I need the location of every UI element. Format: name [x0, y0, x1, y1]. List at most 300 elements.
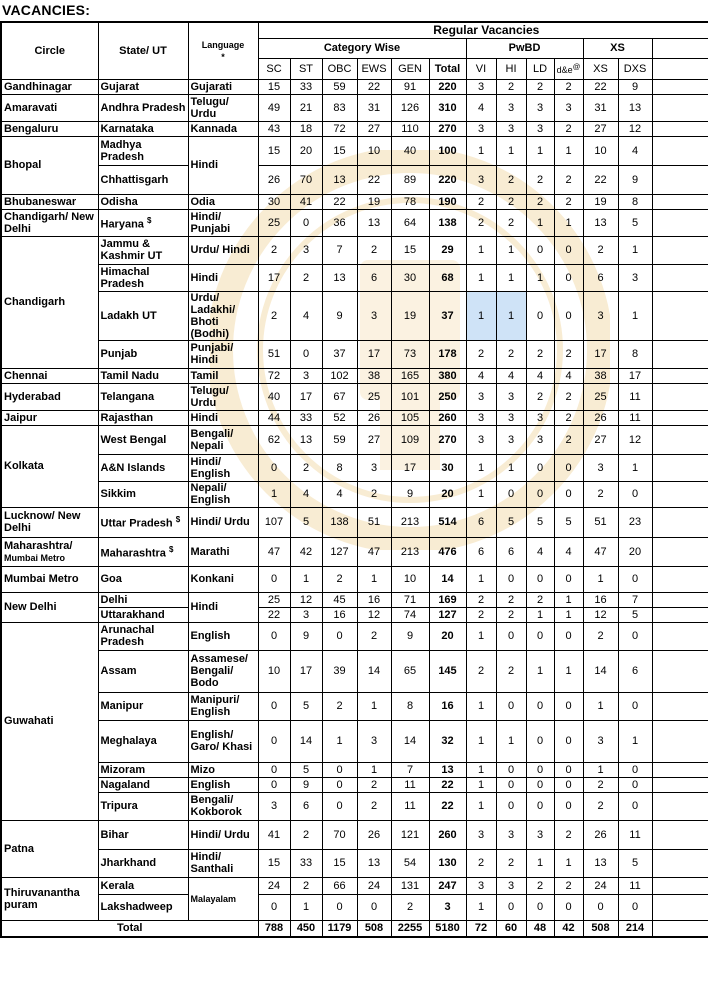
- language-cell: English/ Garo/ Khasi: [188, 720, 258, 762]
- value-cell-st: 5: [290, 507, 322, 537]
- value-cell-ews: 26: [357, 820, 391, 849]
- state-cell: [98, 264, 188, 291]
- value-cell-vi: 2: [466, 209, 496, 236]
- circle-cell: Hyderabad: [1, 383, 98, 410]
- state-name: Jammu & Kashmir UT: [100, 238, 163, 262]
- table-row: [1, 136, 708, 165]
- value-cell-obc: 37: [322, 340, 357, 368]
- state-cell: [98, 368, 188, 383]
- value-cell-ews: 2: [357, 792, 391, 820]
- state-cell: [98, 777, 188, 792]
- value-cell-ews: 47: [357, 537, 391, 566]
- value-cell-ld: 4: [526, 368, 554, 383]
- value-cell-dxs: 1: [618, 291, 652, 340]
- total-value: 42: [554, 920, 583, 937]
- value-cell-st: 33: [290, 410, 322, 425]
- header-language-text: Language: [201, 39, 245, 50]
- col-blank: [652, 58, 708, 79]
- value-cell-xs: 27: [583, 121, 618, 136]
- value-cell-vi: 1: [466, 136, 496, 165]
- value-cell-dxs: 12: [618, 121, 652, 136]
- value-cell-total: 514: [429, 507, 466, 537]
- table-row: [1, 537, 708, 566]
- value-cell-ld: 5: [526, 507, 554, 537]
- blank-cell: [652, 368, 708, 383]
- col-xs: XS: [583, 58, 618, 79]
- blank-cell: [652, 79, 708, 94]
- value-cell-sc: 2: [258, 236, 290, 264]
- value-cell-ews: 26: [357, 410, 391, 425]
- value-cell-ld: 2: [526, 79, 554, 94]
- value-cell-st: 20: [290, 136, 322, 165]
- value-cell-hi: 1: [496, 264, 526, 291]
- col-obc: OBC: [322, 58, 357, 79]
- value-cell-ld: 2: [526, 194, 554, 209]
- state-name: West Bengal: [100, 433, 167, 446]
- language-cell: Konkani: [188, 566, 258, 592]
- table-row: [1, 94, 708, 121]
- value-cell-total: 260: [429, 410, 466, 425]
- state-name: Himachal Pradesh: [100, 265, 150, 290]
- blank-cell: [652, 121, 708, 136]
- blank-cell: [652, 383, 708, 410]
- value-cell-ews: 2: [357, 777, 391, 792]
- table-row: [1, 454, 708, 481]
- value-cell-dxs: 11: [618, 410, 652, 425]
- blank-cell: [652, 920, 708, 937]
- value-cell-sc: 17: [258, 264, 290, 291]
- value-cell-ews: 38: [357, 368, 391, 383]
- value-cell-hi: 1: [496, 136, 526, 165]
- circle-cell: Patna: [1, 820, 98, 877]
- value-cell-ews: 13: [357, 209, 391, 236]
- value-cell-total: 260: [429, 820, 466, 849]
- value-cell-xs: 2: [583, 236, 618, 264]
- state-cell: [98, 454, 188, 481]
- value-cell-obc: 7: [322, 236, 357, 264]
- value-cell-gen: 7: [391, 762, 429, 777]
- value-cell-d-e: 1: [554, 607, 583, 622]
- table-row: [1, 368, 708, 383]
- value-cell-ld: 0: [526, 566, 554, 592]
- col-st: ST: [290, 58, 322, 79]
- value-cell-ld: 1: [526, 849, 554, 877]
- state-cell: [98, 425, 188, 454]
- language-cell: Hindi: [188, 136, 258, 194]
- value-cell-sc: 0: [258, 454, 290, 481]
- value-cell-vi: 2: [466, 607, 496, 622]
- value-cell-dxs: 0: [618, 566, 652, 592]
- value-cell-d-e: 4: [554, 368, 583, 383]
- value-cell-d-e: 0: [554, 236, 583, 264]
- value-cell-sc: 2: [258, 291, 290, 340]
- language-cell: Hindi/ Punjabi: [188, 209, 258, 236]
- language-cell: Manipuri/ English: [188, 692, 258, 720]
- value-cell-dxs: 8: [618, 194, 652, 209]
- header-xs: XS: [583, 38, 652, 58]
- state-cell: [98, 607, 188, 622]
- language-cell: Mizo: [188, 762, 258, 777]
- state-name: Lakshadweep: [100, 901, 173, 913]
- value-cell-total: 178: [429, 340, 466, 368]
- state-cell: [98, 136, 188, 165]
- value-cell-ews: 2: [357, 481, 391, 507]
- value-cell-vi: 4: [466, 368, 496, 383]
- header-language-mark: *: [221, 51, 225, 62]
- value-cell-hi: 2: [496, 592, 526, 607]
- state-name: Nagaland: [100, 778, 151, 791]
- value-cell-gen: 8: [391, 692, 429, 720]
- value-cell-hi: 0: [496, 481, 526, 507]
- value-cell-obc: 4: [322, 481, 357, 507]
- table-row: [1, 592, 708, 607]
- value-cell-ld: 0: [526, 236, 554, 264]
- state-name: Goa: [100, 573, 122, 585]
- value-cell-gen: 40: [391, 136, 429, 165]
- value-cell-xs: 31: [583, 94, 618, 121]
- value-cell-dxs: 0: [618, 777, 652, 792]
- language-cell: English: [188, 622, 258, 650]
- blank-cell: [652, 507, 708, 537]
- value-cell-xs: 51: [583, 507, 618, 537]
- value-cell-hi: 2: [496, 194, 526, 209]
- total-value: 48: [526, 920, 554, 937]
- circle-cell: [1, 537, 98, 566]
- blank-cell: [652, 820, 708, 849]
- value-cell-xs: 26: [583, 820, 618, 849]
- value-cell-obc: 52: [322, 410, 357, 425]
- value-cell-dxs: 5: [618, 607, 652, 622]
- state-name: Kerala: [100, 879, 135, 892]
- table-row: [1, 194, 708, 209]
- value-cell-sc: 49: [258, 94, 290, 121]
- state-mark: $: [146, 215, 152, 225]
- circle-cell: Guwahati: [1, 622, 98, 820]
- value-cell-hi: 2: [496, 209, 526, 236]
- value-cell-total: 3: [429, 894, 466, 920]
- value-cell-xs: 47: [583, 537, 618, 566]
- value-cell-obc: 59: [322, 79, 357, 94]
- blank-cell: [652, 537, 708, 566]
- blank-cell: [652, 94, 708, 121]
- value-cell-ld: 0: [526, 720, 554, 762]
- value-cell-total: 20: [429, 622, 466, 650]
- value-cell-total: 169: [429, 592, 466, 607]
- table-row: [1, 264, 708, 291]
- state-name: Mizoram: [100, 763, 146, 776]
- value-cell-xs: 13: [583, 849, 618, 877]
- value-cell-obc: 16: [322, 607, 357, 622]
- value-cell-dxs: 17: [618, 368, 652, 383]
- state-name: Manipur: [100, 700, 144, 712]
- language-cell: Hindi/ English: [188, 454, 258, 481]
- value-cell-ews: 6: [357, 264, 391, 291]
- circle-label: Maharashtra/: [4, 539, 73, 552]
- value-cell-total: 250: [429, 383, 466, 410]
- blank-cell: [652, 291, 708, 340]
- state-cell: [98, 383, 188, 410]
- value-cell-st: 70: [290, 165, 322, 194]
- state-cell: [98, 792, 188, 820]
- value-cell-st: 13: [290, 425, 322, 454]
- blank-cell: [652, 209, 708, 236]
- circle-cell: Chennai: [1, 368, 98, 383]
- value-cell-vi: 1: [466, 720, 496, 762]
- value-cell-d-e: 0: [554, 777, 583, 792]
- value-cell-ews: 27: [357, 425, 391, 454]
- value-cell-sc: 47: [258, 537, 290, 566]
- value-cell-sc: 26: [258, 165, 290, 194]
- value-cell-xs: 16: [583, 592, 618, 607]
- value-cell-ews: 27: [357, 121, 391, 136]
- value-cell-ld: 1: [526, 650, 554, 692]
- value-cell-total: 145: [429, 650, 466, 692]
- value-cell-xs: 1: [583, 566, 618, 592]
- value-cell-dxs: 0: [618, 762, 652, 777]
- state-name: Chhattisgarh: [100, 173, 169, 186]
- value-cell-gen: 165: [391, 368, 429, 383]
- value-cell-vi: 4: [466, 94, 496, 121]
- value-cell-hi: 1: [496, 291, 526, 340]
- state-name: Jharkhand: [100, 857, 157, 869]
- state-cell: [98, 340, 188, 368]
- language-cell: Hindi: [188, 592, 258, 622]
- value-cell-obc: 9: [322, 291, 357, 340]
- value-cell-ews: 25: [357, 383, 391, 410]
- value-cell-gen: 74: [391, 607, 429, 622]
- value-cell-d-e: 1: [554, 650, 583, 692]
- value-cell-obc: 0: [322, 777, 357, 792]
- state-name: Uttarakhand: [100, 608, 165, 621]
- table-row: [1, 650, 708, 692]
- value-cell-dxs: 9: [618, 165, 652, 194]
- value-cell-st: 2: [290, 264, 322, 291]
- value-cell-dxs: 20: [618, 537, 652, 566]
- state-name: Haryana: [100, 218, 144, 231]
- state-cell: [98, 481, 188, 507]
- value-cell-d-e: 0: [554, 566, 583, 592]
- table-row: [1, 849, 708, 877]
- value-cell-ews: 12: [357, 607, 391, 622]
- value-cell-ews: 17: [357, 340, 391, 368]
- value-cell-xs: 3: [583, 720, 618, 762]
- value-cell-obc: 0: [322, 622, 357, 650]
- value-cell-vi: 3: [466, 410, 496, 425]
- blank-cell: [652, 236, 708, 264]
- value-cell-vi: 1: [466, 454, 496, 481]
- value-cell-total: 247: [429, 877, 466, 894]
- value-cell-hi: 1: [496, 236, 526, 264]
- table-row: [1, 777, 708, 792]
- value-cell-d-e: 0: [554, 692, 583, 720]
- value-cell-d-e: 1: [554, 136, 583, 165]
- value-cell-d-e: 2: [554, 121, 583, 136]
- value-cell-st: 18: [290, 121, 322, 136]
- table-row: [1, 79, 708, 94]
- value-cell-sc: 22: [258, 607, 290, 622]
- value-cell-xs: 26: [583, 410, 618, 425]
- state-cell: [98, 692, 188, 720]
- value-cell-obc: 59: [322, 425, 357, 454]
- state-cell: [98, 566, 188, 592]
- state-name: Odisha: [100, 195, 138, 208]
- value-cell-vi: 3: [466, 121, 496, 136]
- value-cell-hi: 4: [496, 368, 526, 383]
- value-cell-gen: 2: [391, 894, 429, 920]
- state-name: Tamil Nadu: [100, 369, 159, 382]
- value-cell-total: 220: [429, 79, 466, 94]
- value-cell-vi: 1: [466, 792, 496, 820]
- state-name: A&N Islands: [100, 461, 166, 474]
- value-cell-ld: 0: [526, 792, 554, 820]
- language-cell: Hindi/ Santhali: [188, 849, 258, 877]
- value-cell-ld: 0: [526, 481, 554, 507]
- blank-cell: [652, 566, 708, 592]
- value-cell-total: 29: [429, 236, 466, 264]
- value-cell-d-e: 2: [554, 877, 583, 894]
- value-cell-st: 33: [290, 79, 322, 94]
- value-cell-sc: 25: [258, 209, 290, 236]
- page-title: VACANCIES:: [2, 2, 91, 18]
- language-cell: Marathi: [188, 537, 258, 566]
- value-cell-st: 2: [290, 877, 322, 894]
- value-cell-dxs: 23: [618, 507, 652, 537]
- blank-cell: [652, 410, 708, 425]
- value-cell-dxs: 11: [618, 820, 652, 849]
- col-ld: LD: [526, 58, 554, 79]
- value-cell-ld: 0: [526, 762, 554, 777]
- value-cell-total: 138: [429, 209, 466, 236]
- value-cell-d-e: 0: [554, 622, 583, 650]
- value-cell-total: 20: [429, 481, 466, 507]
- value-cell-total: 37: [429, 291, 466, 340]
- language-cell: Nepali/ English: [188, 481, 258, 507]
- value-cell-obc: 138: [322, 507, 357, 537]
- value-cell-sc: 15: [258, 79, 290, 94]
- table-row: [1, 762, 708, 777]
- value-cell-obc: 127: [322, 537, 357, 566]
- value-cell-gen: 10: [391, 566, 429, 592]
- col-sc: SC: [258, 58, 290, 79]
- value-cell-total: 32: [429, 720, 466, 762]
- value-cell-dxs: 6: [618, 650, 652, 692]
- value-cell-ews: 16: [357, 592, 391, 607]
- value-cell-ld: 2: [526, 877, 554, 894]
- blank-cell: [652, 650, 708, 692]
- value-cell-total: 30: [429, 454, 466, 481]
- value-cell-st: 9: [290, 777, 322, 792]
- value-cell-vi: 1: [466, 692, 496, 720]
- value-cell-st: 3: [290, 368, 322, 383]
- table-row: [1, 566, 708, 592]
- value-cell-ld: 2: [526, 340, 554, 368]
- value-cell-ews: 3: [357, 720, 391, 762]
- blank-cell: [652, 340, 708, 368]
- value-cell-dxs: 11: [618, 877, 652, 894]
- language-cell: Hindi: [188, 264, 258, 291]
- blank-cell: [652, 622, 708, 650]
- value-cell-ld: 0: [526, 622, 554, 650]
- value-cell-vi: 2: [466, 194, 496, 209]
- value-cell-st: 3: [290, 236, 322, 264]
- value-cell-sc: 0: [258, 894, 290, 920]
- state-cell: [98, 720, 188, 762]
- value-cell-obc: 102: [322, 368, 357, 383]
- col-vi: VI: [466, 58, 496, 79]
- value-cell-d-e: 3: [554, 94, 583, 121]
- value-cell-xs: 3: [583, 454, 618, 481]
- state-cell: [98, 877, 188, 894]
- value-cell-dxs: 12: [618, 425, 652, 454]
- value-cell-hi: 2: [496, 849, 526, 877]
- table-row: [1, 165, 708, 194]
- value-cell-ld: 1: [526, 136, 554, 165]
- value-cell-sc: 25: [258, 592, 290, 607]
- value-cell-ews: 1: [357, 566, 391, 592]
- table-row: [1, 383, 708, 410]
- value-cell-total: 310: [429, 94, 466, 121]
- value-cell-hi: 2: [496, 165, 526, 194]
- col-hi: HI: [496, 58, 526, 79]
- value-cell-gen: 15: [391, 236, 429, 264]
- value-cell-ews: 3: [357, 454, 391, 481]
- value-cell-dxs: 7: [618, 592, 652, 607]
- value-cell-st: 4: [290, 291, 322, 340]
- blank-cell: [652, 165, 708, 194]
- state-name: Uttar Pradesh: [100, 517, 173, 530]
- language-cell: Hindi/ Urdu: [188, 507, 258, 537]
- state-name: Maharashtra: [100, 547, 166, 560]
- value-cell-gen: 78: [391, 194, 429, 209]
- circle-label-sub: Mumbai Metro: [4, 552, 66, 563]
- header-language: [188, 22, 258, 79]
- value-cell-total: 476: [429, 537, 466, 566]
- table-row: [1, 507, 708, 537]
- value-cell-gen: 71: [391, 592, 429, 607]
- table-row: [1, 340, 708, 368]
- value-cell-st: 5: [290, 692, 322, 720]
- state-cell: [98, 94, 188, 121]
- state-cell: [98, 849, 188, 877]
- value-cell-vi: 2: [466, 592, 496, 607]
- value-cell-total: 270: [429, 121, 466, 136]
- value-cell-hi: 2: [496, 79, 526, 94]
- table-row: [1, 121, 708, 136]
- value-cell-ews: 14: [357, 650, 391, 692]
- value-cell-d-e: 5: [554, 507, 583, 537]
- language-cell: Tamil: [188, 368, 258, 383]
- value-cell-xs: 12: [583, 607, 618, 622]
- value-cell-dxs: 1: [618, 236, 652, 264]
- total-value: 214: [618, 920, 652, 937]
- value-cell-gen: 30: [391, 264, 429, 291]
- value-cell-total: 14: [429, 566, 466, 592]
- value-cell-sc: 72: [258, 368, 290, 383]
- value-cell-sc: 24: [258, 877, 290, 894]
- value-cell-ews: 10: [357, 136, 391, 165]
- value-cell-total: 270: [429, 425, 466, 454]
- header-state: State/ UT: [98, 22, 188, 79]
- table-row: [1, 692, 708, 720]
- value-cell-dxs: 0: [618, 894, 652, 920]
- value-cell-xs: 25: [583, 383, 618, 410]
- value-cell-xs: 24: [583, 877, 618, 894]
- circle-cell: Bhopal: [1, 136, 98, 194]
- value-cell-xs: 10: [583, 136, 618, 165]
- value-cell-xs: 3: [583, 291, 618, 340]
- blank-cell: [652, 792, 708, 820]
- value-cell-st: 6: [290, 792, 322, 820]
